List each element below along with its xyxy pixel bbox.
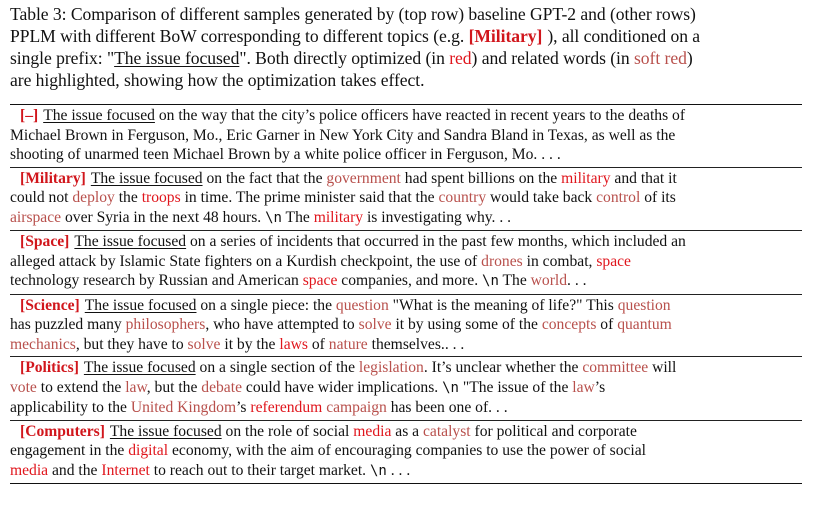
table-row (10, 230, 802, 294)
optimized-word: military (561, 169, 611, 187)
text-line (10, 25, 810, 47)
text-segment: it by the (220, 335, 280, 353)
related-word: debate (201, 378, 242, 396)
text-segment: on the role of social (221, 422, 354, 440)
text-segment: on the fact that the (202, 169, 327, 187)
related-word: vote (10, 378, 37, 396)
text-segment: the (114, 189, 142, 206)
text-segment: . It’s unclear whether the (423, 359, 583, 376)
text-segment: in combat, (522, 252, 597, 270)
related-word: airspace (10, 208, 62, 226)
text-segment: on a single piece: the (196, 296, 336, 314)
optimized-word: troops (141, 189, 181, 206)
text-line (10, 126, 802, 146)
topic-tag: [Politics] (20, 359, 79, 376)
text-line (10, 441, 802, 461)
table-row (10, 167, 802, 231)
prefix-text: The issue focused (109, 422, 222, 440)
text-segment: The (281, 208, 314, 226)
related-word: question (617, 296, 671, 314)
text-segment: to reach out to their target market. (149, 461, 370, 479)
related-word: government (326, 169, 401, 187)
related-word: solve (358, 316, 392, 333)
text-segment: in time. The prime minister said that the (180, 189, 439, 206)
text-line (10, 358, 802, 378)
related-word: solve (187, 335, 221, 353)
text-segment: has puzzled many (10, 316, 126, 333)
text-line (10, 232, 802, 252)
text-segment: companies, and more. (337, 272, 483, 289)
newline-token: \n (482, 273, 499, 289)
text-segment: ) and related words (in (471, 48, 634, 68)
text-line (10, 69, 810, 91)
topic-tag: [–] (20, 107, 39, 124)
text-line (10, 296, 802, 316)
related-word: mechanics (10, 335, 76, 353)
text-line (10, 106, 802, 126)
text-segment: Michael Brown in Ferguson, Mo., Eric Garner in New York City and Sandra Bland in Texas, as well as the (10, 126, 676, 144)
text-segment: "The issue of the (458, 378, 573, 396)
related-word: committee (582, 359, 649, 376)
prefix-text: The issue focused (90, 169, 203, 187)
text-segment: on a single section of the (195, 359, 359, 376)
text-line (10, 378, 802, 399)
optimized-word: military (313, 208, 364, 226)
text-segment: "What is the meaning of life?" This (388, 296, 618, 314)
optimized-word: space (302, 272, 338, 289)
prefix-text: The issue focused (74, 233, 187, 250)
text-segment: engagement in the (10, 442, 129, 459)
related-word: world (530, 272, 568, 289)
topic-tag: [Science] (20, 296, 80, 314)
text-line (10, 422, 802, 442)
prefix-text: The issue focused (83, 359, 196, 376)
text-segment: it by using some of the (391, 316, 542, 333)
text-segment: , who have attempted to (205, 316, 359, 333)
table-row (10, 420, 802, 485)
text-line (10, 208, 802, 229)
text-segment: has been one of. . . (386, 399, 508, 416)
related-word: concepts (541, 316, 597, 333)
table-caption (10, 3, 810, 91)
text-segment: would take back (486, 189, 597, 206)
optimized-word: space (596, 252, 631, 270)
text-segment: had spent billions on the (400, 169, 562, 187)
text-line (10, 398, 802, 418)
related-word: quantum (617, 316, 672, 333)
text-segment: Table 3: Comparison of different samples generated by (top row) baseline GPT-2 and (other rows) (10, 4, 696, 24)
related-word: law (125, 378, 147, 396)
text-segment: could have wider implications. (242, 378, 443, 396)
text-segment: single prefix: " (10, 48, 115, 68)
text-segment: economy, with the aim of encouraging companies to use the power of social (168, 442, 647, 459)
table-row (10, 104, 802, 167)
text-segment: technology research by Russian and American (10, 272, 303, 289)
optimized-word: digital (128, 442, 169, 459)
text-line (10, 169, 802, 189)
text-segment: and that it (610, 169, 677, 187)
text-segment: The (498, 272, 531, 289)
related-word: drones (481, 252, 523, 270)
prefix-text: The issue focused (84, 296, 197, 314)
prefix-text: The issue focused (114, 48, 240, 68)
newline-token: \n (265, 209, 282, 226)
text-segment: over Syria in the next 48 hours. (61, 208, 266, 226)
text-segment: ) (686, 48, 693, 68)
related-word: question (335, 296, 389, 314)
related-word: country (438, 189, 487, 206)
related-word: law (572, 378, 595, 396)
text-segment: as a (391, 422, 423, 440)
text-segment: , but the (146, 378, 202, 396)
related-word: soft red (634, 48, 687, 68)
related-word: legislation (358, 359, 424, 376)
text-segment: could not (10, 189, 73, 206)
text-line (10, 335, 802, 355)
text-segment: alleged attack by Islamic State fighters on a Kurdish checkpoint, the use of (10, 252, 482, 270)
text-line (10, 188, 802, 208)
topic-tag: [Computers] (20, 422, 105, 440)
text-segment: on the way that the city’s police officers have reacted in recent years to the deaths of (154, 107, 686, 124)
related-word: nature (328, 335, 368, 353)
related-word: deploy (72, 189, 115, 206)
topic-tag: [Military] (468, 26, 543, 46)
samples-table (10, 104, 802, 484)
related-word: philosophers (125, 316, 206, 333)
text-line (10, 3, 810, 25)
table-row (10, 356, 802, 420)
topic-tag: [Space] (20, 233, 70, 250)
text-segment: of (596, 316, 618, 333)
text-line (10, 315, 802, 335)
prefix-text: The issue focused (43, 107, 155, 124)
text-segment: and the (48, 461, 102, 479)
related-word: control (596, 189, 641, 206)
table-row (10, 294, 802, 357)
optimized-word: laws (279, 335, 308, 353)
optimized-word: media (10, 461, 49, 479)
text-segment: shooting of unarmed teen Michael Brown by a white police officer in Ferguson, Mo. . . . (10, 146, 561, 163)
text-segment: will (648, 359, 677, 376)
text-segment: ’s (236, 399, 251, 416)
text-segment: of (307, 335, 329, 353)
text-segment: , but they have to (75, 335, 188, 353)
text-segment: . . . (567, 272, 587, 289)
topic-tag: [Military] (20, 169, 86, 187)
text-segment: to extend the (36, 378, 126, 396)
optimized-word: red (449, 48, 472, 68)
text-segment: are highlighted, showing how the optimization takes effect. (10, 70, 425, 90)
newline-token: \n (442, 379, 459, 396)
text-line (10, 271, 802, 292)
newline-token: \n (369, 462, 387, 479)
optimized-word: referendum (250, 399, 323, 416)
text-line (10, 461, 802, 482)
optimized-word: Internet (101, 461, 150, 479)
text-segment: applicability to the (10, 399, 131, 416)
text-segment: ’s (594, 378, 606, 396)
text-segment: of its (640, 189, 676, 206)
related-word: catalyst (423, 422, 471, 440)
optimized-word: media (353, 422, 392, 440)
text-segment: themselves.. . . (367, 335, 465, 353)
related-word: campaign (326, 399, 387, 416)
text-segment: ". Both directly optimized (in (239, 48, 450, 68)
text-segment: . . . (386, 461, 411, 479)
text-segment: on a series of incidents that occurred in the past few months, which included an (186, 233, 686, 250)
text-segment: ), all conditioned on a (547, 26, 701, 46)
text-line (10, 145, 802, 165)
text-segment: for political and corporate (470, 422, 637, 440)
text-segment: is investigating why. . . (363, 208, 512, 226)
related-word: United Kingdom (130, 399, 237, 416)
text-line (10, 252, 802, 272)
text-segment: PPLM with different BoW corresponding to different topics (e.g. (10, 26, 469, 46)
text-line (10, 47, 810, 69)
